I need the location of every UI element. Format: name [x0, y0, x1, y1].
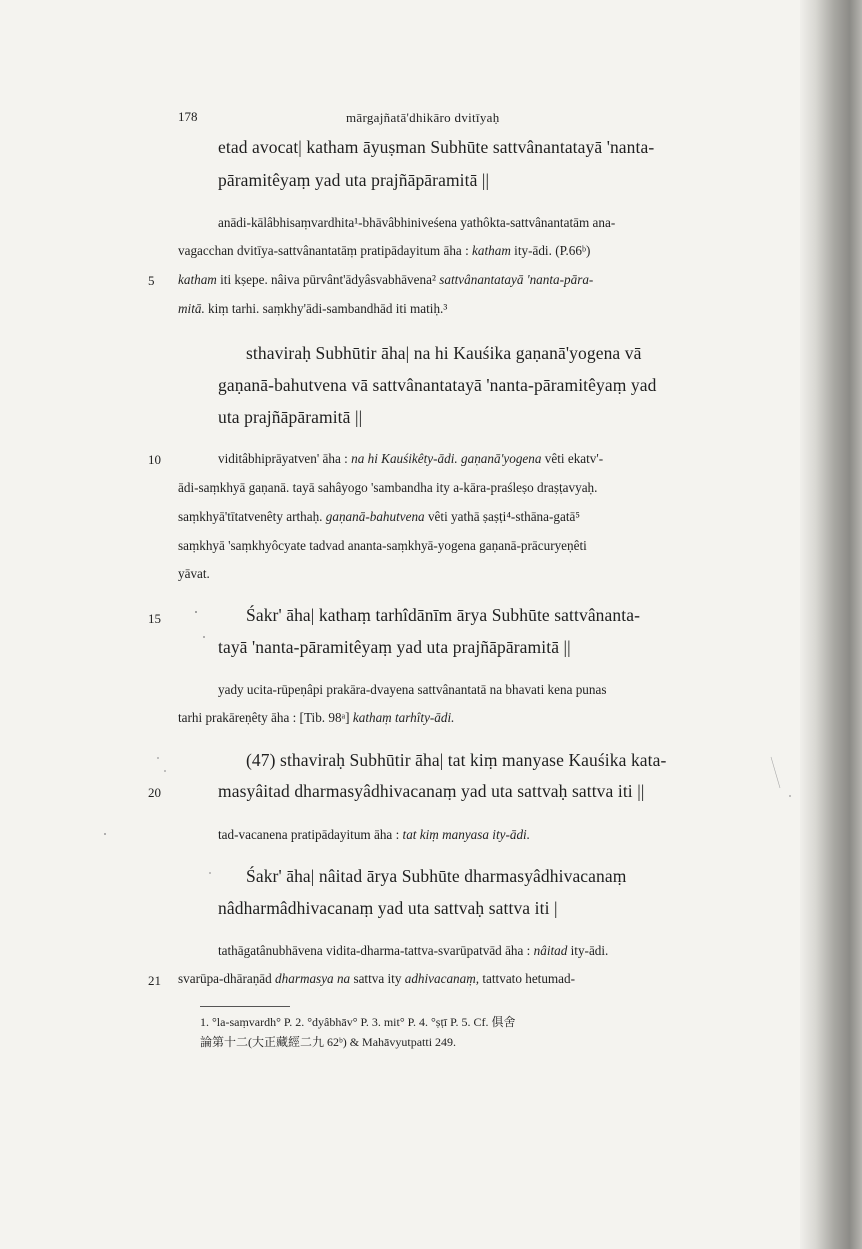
root-text-line: masyâitad dharmasyâdhivacanaṃ yad uta sattvaḥ sattva iti ||	[218, 781, 645, 801]
root-text-line: (47) sthaviraḥ Subhūtir āha| tat kiṃ manyase Kauśika kata-	[246, 750, 667, 770]
root-text-line: uta prajñāpāramitā ||	[218, 407, 363, 427]
commentary-line: tarhi prakāreṇêty āha : [Tib. 98ᵃ] kathaṃ tarhîty-ādi.	[178, 710, 455, 725]
commentary-line: saṃkhyā'tītatvenêty arthaḥ. gaṇanā-bahutvena vêti yathā ṣaṣṭi⁴-sthāna-gatā⁵	[178, 509, 580, 524]
running-head: mārgajñatā'dhikāro dvitīyaḥ	[346, 110, 500, 125]
root-text-line: Śakr' āha| nâitad ārya Subhūte dharmasyâdhivacanaṃ	[246, 866, 627, 886]
commentary-line: saṃkhyā 'saṃkhyôcyate tadvad ananta-saṃkhyā-yogena gaṇanā-prācuryeṇêti	[178, 538, 587, 553]
root-text-line: nâdharmâdhivacanaṃ yad uta sattvaḥ sattva iti |	[218, 898, 558, 918]
commentary-line: tathāgatânubhāvena vidita-dharma-tattva-svarūpatvād āha : nâitad ity-ādi.	[218, 943, 609, 958]
root-text-line: tayā 'nanta-pāramitêyaṃ yad uta prajñāpāramitā ||	[218, 637, 571, 657]
commentary-line: yāvat.	[178, 566, 210, 581]
line-number: 10	[148, 452, 161, 467]
root-text-line: pāramitêyaṃ yad uta prajñāpāramitā ||	[218, 170, 490, 190]
commentary-line: tad-vacanena pratipādayitum āha : tat kiṃ manyasa ity-ādi.	[218, 827, 531, 842]
footnote-line: 1. °la-saṃvardh° P. 2. °dyâbhāv° P. 3. mit° P. 4. °ṣṭī P. 5. Cf. 俱舍	[200, 1015, 516, 1029]
root-text-line: sthaviraḥ Subhūtir āha| na hi Kauśika gaṇanā'yogena vā	[246, 343, 642, 363]
line-number: 20	[148, 785, 161, 800]
commentary-line: ādi-saṃkhyā gaṇanā. tayā sahâyogo 'sambandha ity a-kāra-praśleṣo draṣṭavyaḥ.	[178, 480, 598, 495]
root-text-line: gaṇanā-bahutvena vā sattvânantatayā 'nanta-pāramitêyaṃ yad	[218, 375, 657, 395]
line-number: 5	[148, 273, 155, 288]
commentary-line: viditâbhiprāyatven' āha : na hi Kauśikêty-ādi. gaṇanā'yogena vêti ekatv'-	[218, 451, 604, 466]
commentary-line: vagacchan dvitīya-sattvânantatāṃ pratipādayitum āha : katham ity-ādi. (P.66ᵇ)	[178, 243, 591, 258]
line-number: 15	[148, 611, 161, 626]
root-text-line: etad avocat| katham āyuṣman Subhūte sattvânantatayā 'nanta-	[218, 137, 655, 157]
commentary-line: katham iti kṣepe. nâiva pūrvânt'ādyâsvabhāvena² sattvânantatayā 'nanta-pāra-	[178, 272, 594, 287]
root-text-line: Śakr' āha| kathaṃ tarhîdānīm ārya Subhūte sattvânanta-	[246, 605, 641, 625]
page-number: 178	[178, 109, 198, 124]
commentary-line: svarūpa-dhāraṇād dharmasya na sattva ity adhivacanaṃ, tattvato hetumad-	[178, 971, 576, 986]
commentary-line: yady ucita-rūpeṇâpi prakāra-dvayena sattvânantatā na bhavati kena punas	[218, 682, 607, 697]
footnote-line: 論第十二(大正藏經二九 62ᵇ) & Mahāvyutpatti 249.	[200, 1035, 457, 1049]
line-number: 21	[148, 973, 161, 988]
commentary-line: mitā. kiṃ tarhi. saṃkhy'ādi-sambandhād iti matiḥ.³	[178, 301, 448, 316]
commentary-line: anādi-kālâbhisaṃvardhita¹-bhāvâbhiniveśena yathôkta-sattvânantatām ana-	[218, 215, 616, 230]
